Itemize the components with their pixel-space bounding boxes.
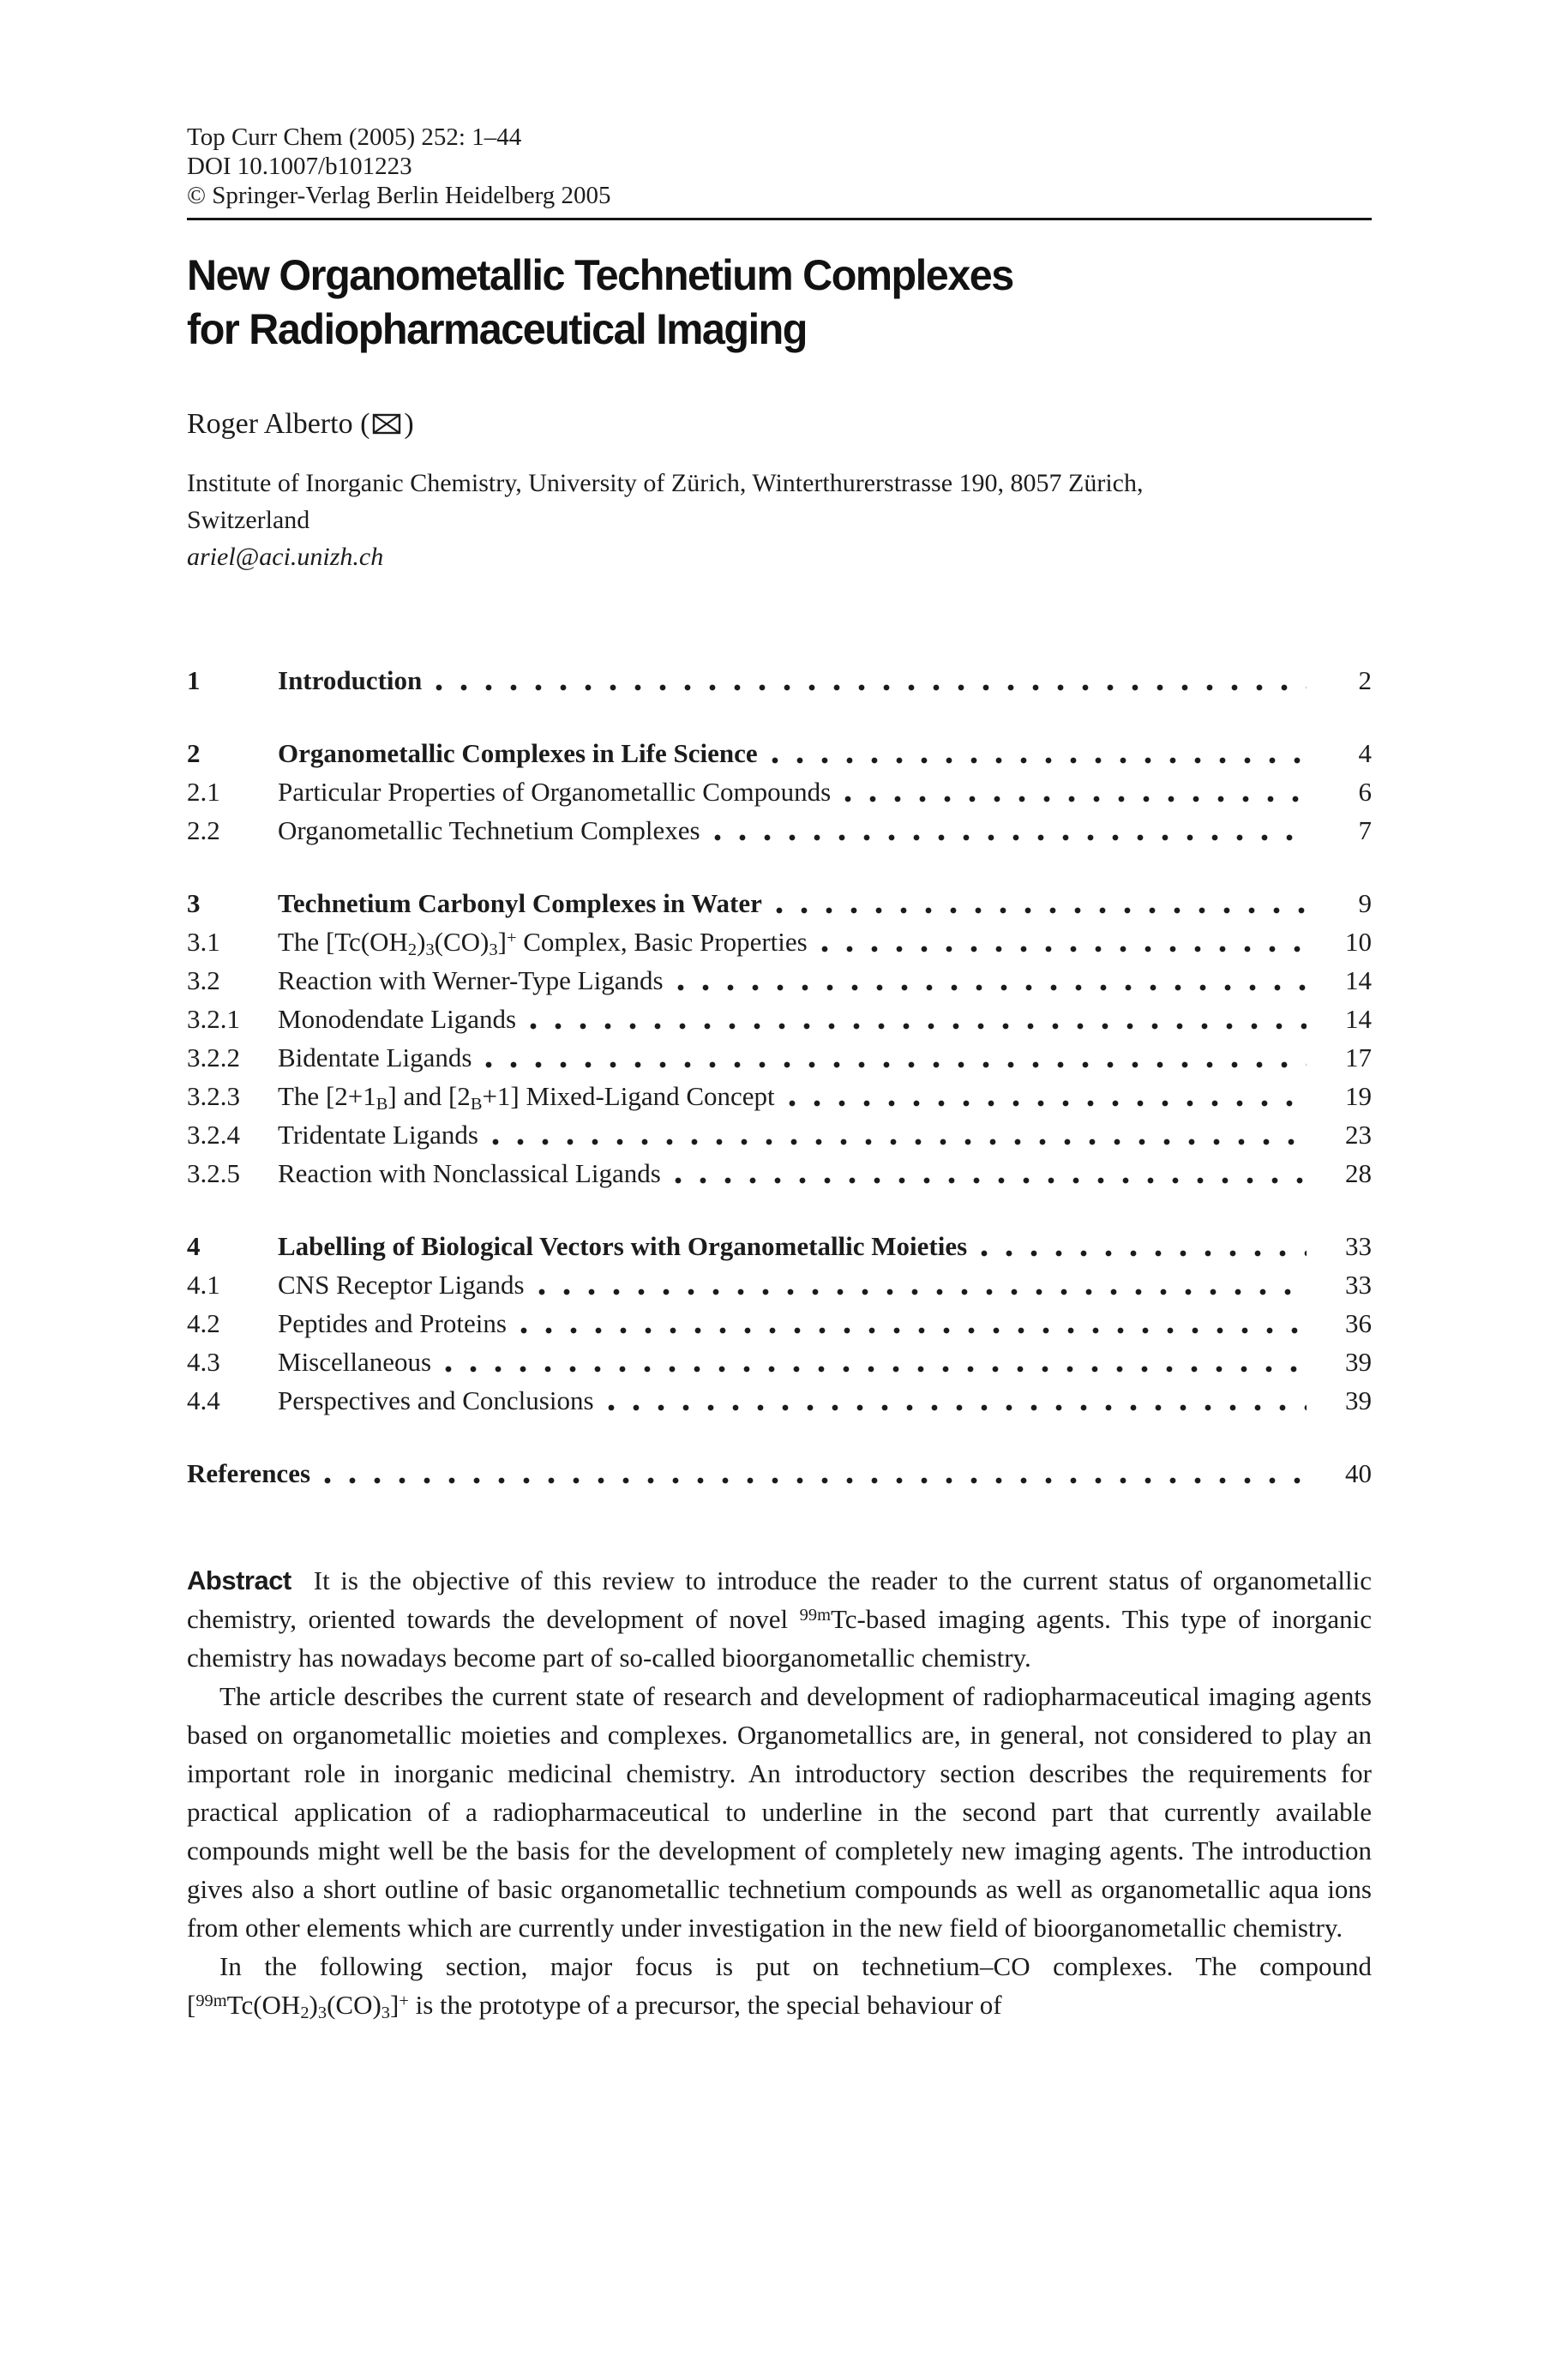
abstract-text: ) xyxy=(309,1990,318,2020)
abstract-label: Abstract xyxy=(187,1565,291,1595)
toc-row xyxy=(187,1227,1372,1265)
toc-dot-leader xyxy=(714,833,1307,842)
toc-section-title xyxy=(278,922,808,961)
toc-row xyxy=(187,1115,1372,1154)
toc-section-number: 4.3 xyxy=(187,1347,220,1377)
toc-section-number: 3 xyxy=(187,888,201,918)
toc-section-number: 3.1 xyxy=(187,927,220,957)
abstract-paragraph-1 xyxy=(187,1561,1372,1677)
toc-page-number: 6 xyxy=(1358,777,1372,807)
toc-row xyxy=(187,1343,1372,1381)
toc-row xyxy=(187,1000,1372,1038)
toc-page-number: 23 xyxy=(1345,1120,1372,1150)
toc-dot-leader xyxy=(772,756,1307,765)
toc-title-text: ) xyxy=(417,927,426,957)
toc-dot-leader xyxy=(776,906,1307,915)
toc-section-number: 3.2.1 xyxy=(187,1004,240,1034)
abstract-text: Tc(OH xyxy=(226,1990,301,2020)
author-paren-open: ( xyxy=(360,408,370,440)
abstract-text: In the following section, major focus is put on technetium–CO complexes. The compound [ xyxy=(187,1951,1372,2020)
toc-section-title: Introduction xyxy=(278,665,423,695)
subscript: 2 xyxy=(407,940,418,959)
toc-section-number: 2.2 xyxy=(187,815,220,845)
toc-section-number: 3.2.3 xyxy=(187,1081,240,1111)
abstract-text: It is the objective of this review to introduce the reader to the current status of organometallic chemistry, oriented towards the development of novel xyxy=(187,1565,1372,1634)
toc-row xyxy=(187,811,1372,850)
journal-citation: Top Curr Chem (2005) 252: 1–44 xyxy=(187,123,522,151)
toc-section-title: Technetium Carbonyl Complexes in Water xyxy=(278,888,762,918)
toc-dot-leader xyxy=(608,1403,1307,1412)
toc-page-number: 17 xyxy=(1345,1042,1372,1072)
toc-row xyxy=(187,1381,1372,1420)
toc-title-text: The [Tc(OH xyxy=(278,927,408,957)
abstract-text: is the prototype of a precursor, the special behaviour of xyxy=(408,1990,1002,2020)
subscript: 3 xyxy=(489,940,498,959)
subscript: 3 xyxy=(317,2003,327,2022)
affiliation-block xyxy=(187,465,1372,575)
toc-row xyxy=(187,1038,1372,1077)
toc-title-text: +1] Mixed-Ligand Concept xyxy=(482,1081,775,1111)
toc-row xyxy=(187,661,1372,700)
toc-page-number: 2 xyxy=(1358,665,1372,695)
affiliation-address-line2: Switzerland xyxy=(187,506,310,534)
toc-section-number: 4.1 xyxy=(187,1270,220,1300)
toc-section-number: 4 xyxy=(187,1231,201,1261)
abstract-text: (CO) xyxy=(327,1990,381,2020)
header-divider xyxy=(187,218,1372,220)
toc-row xyxy=(187,1265,1372,1304)
toc-page-number: 19 xyxy=(1345,1081,1372,1111)
toc-dot-leader xyxy=(821,945,1307,953)
table-of-contents xyxy=(187,661,1372,1493)
toc-page-number: 33 xyxy=(1345,1270,1372,1300)
toc-dot-leader xyxy=(675,1176,1307,1185)
toc-dot-leader xyxy=(844,795,1307,803)
toc-section-number: 3.2 xyxy=(187,965,220,995)
article-title-line1: New Organometallic Technetium Complexes xyxy=(187,251,1013,299)
toc-dot-leader xyxy=(530,1022,1307,1030)
toc-page-number: 28 xyxy=(1345,1158,1372,1188)
author-name: Roger Alberto xyxy=(187,408,353,440)
toc-section-title: Particular Properties of Organometallic Compounds xyxy=(278,777,832,807)
doi-line: DOI 10.1007/b101223 xyxy=(187,153,412,180)
toc-title-text: ] xyxy=(497,927,507,957)
author-paren-close: ) xyxy=(404,408,414,440)
toc-dot-leader xyxy=(520,1326,1307,1335)
toc-section-number: 2 xyxy=(187,738,201,768)
journal-header xyxy=(187,123,1372,210)
toc-page-number: 14 xyxy=(1345,965,1372,995)
toc-dot-leader xyxy=(981,1249,1307,1258)
toc-page-number: 39 xyxy=(1345,1347,1372,1377)
toc-page-number: 7 xyxy=(1358,815,1372,845)
toc-title-text: Complex, Basic Properties xyxy=(516,927,808,957)
toc-page-number: 10 xyxy=(1345,927,1372,957)
toc-page-number: 39 xyxy=(1345,1385,1372,1415)
toc-section-title: Bidentate Ligands xyxy=(278,1042,472,1072)
abstract-paragraph-2: The article describes the current state of research and development of radiopharmaceutical imaging agents based on organometallic moieties and complexes. Organometallics are, in general, not considered to play an important role in inorganic medicinal chemistry. An introductory section describes the requirements for practical application of a radiopharmaceutical to underline in the second part that currently available compounds might well be the basis for the development of completely new imaging agents. The introduction gives also a short outline of basic organometallic technetium compounds as well as organometallic aqua ions from other elements which are currently under investigation in the new field of bioorganometallic chemistry. xyxy=(187,1681,1372,1943)
subscript: 2 xyxy=(300,2003,309,2022)
abstract-paragraph-3 xyxy=(187,1947,1372,2024)
envelope-icon xyxy=(372,413,401,435)
toc-section-title: Miscellaneous xyxy=(278,1347,432,1377)
toc-dot-leader xyxy=(485,1060,1307,1069)
affiliation-address-line1: Institute of Inorganic Chemistry, University of Zürich, Winterthurerstrasse 190, 8057 Zürich, xyxy=(187,469,1144,497)
superscript: + xyxy=(399,1991,409,2010)
toc-page-number: 33 xyxy=(1345,1231,1372,1261)
toc-section-number: 4.4 xyxy=(187,1385,220,1415)
superscript: 99m xyxy=(195,1991,227,2010)
toc-page-number: 9 xyxy=(1358,888,1372,918)
toc-page-number: 14 xyxy=(1345,1004,1372,1034)
toc-section-title: Tridentate Ligands xyxy=(278,1120,478,1150)
subscript: B xyxy=(375,1094,388,1114)
subscript: B xyxy=(470,1094,483,1114)
toc-section-title: Organometallic Technetium Complexes xyxy=(278,815,700,845)
toc-section-number: 3.2.2 xyxy=(187,1042,240,1072)
toc-row xyxy=(187,772,1372,811)
toc-section-number: 2.1 xyxy=(187,777,220,807)
article-title-line2: for Radiopharmaceutical Imaging xyxy=(187,305,807,353)
toc-dot-leader xyxy=(492,1138,1307,1146)
toc-row-references xyxy=(187,1454,1372,1493)
toc-page-number: 36 xyxy=(1345,1308,1372,1338)
toc-section-number: 3.2.5 xyxy=(187,1158,240,1188)
toc-dot-leader xyxy=(677,983,1307,992)
toc-dot-leader xyxy=(445,1365,1307,1373)
abstract-text: ] xyxy=(390,1990,400,2020)
toc-dot-leader xyxy=(789,1099,1307,1108)
subscript: 3 xyxy=(381,2003,391,2022)
toc-title-text: ] and [2 xyxy=(387,1081,471,1111)
toc-section-title: CNS Receptor Ligands xyxy=(278,1270,525,1300)
toc-row xyxy=(187,1077,1372,1115)
abstract-text: Tc-based imaging agents. This type of inorganic chemistry has nowadays become part of so-called bioorganometallic chemistry. xyxy=(187,1604,1372,1673)
toc-page-number: 40 xyxy=(1345,1458,1372,1488)
toc-section-title: Reaction with Nonclassical Ligands xyxy=(278,1158,661,1188)
toc-row xyxy=(187,734,1372,772)
toc-section-title: Organometallic Complexes in Life Science xyxy=(278,738,758,768)
toc-page-number: 4 xyxy=(1358,738,1372,768)
toc-section-number: 4.2 xyxy=(187,1308,220,1338)
toc-section-title: Labelling of Biological Vectors with Organometallic Moieties xyxy=(278,1231,968,1261)
article-title xyxy=(187,249,1372,357)
toc-section-number: 3.2.4 xyxy=(187,1120,240,1150)
toc-title-text: (CO) xyxy=(434,927,490,957)
toc-row xyxy=(187,1304,1372,1343)
toc-row xyxy=(187,922,1372,961)
toc-row xyxy=(187,961,1372,1000)
abstract-section xyxy=(187,1561,1372,2024)
subscript: 3 xyxy=(425,940,435,959)
author-email: ariel@aci.unizh.ch xyxy=(187,543,384,571)
toc-dot-leader xyxy=(538,1288,1307,1296)
toc-section-title: Perspectives and Conclusions xyxy=(278,1385,594,1415)
toc-dot-leader xyxy=(324,1476,1307,1485)
copyright-line: © Springer-Verlag Berlin Heidelberg 2005 xyxy=(187,182,611,209)
toc-dot-leader xyxy=(436,683,1307,692)
toc-references-title: References xyxy=(187,1458,311,1488)
toc-section-title xyxy=(278,1077,775,1115)
toc-section-title: Peptides and Proteins xyxy=(278,1308,507,1338)
toc-row xyxy=(187,884,1372,922)
toc-section-title: Monodendate Ligands xyxy=(278,1004,517,1034)
author-line xyxy=(187,406,1372,442)
toc-section-number: 1 xyxy=(187,665,201,695)
toc-section-title: Reaction with Werner-Type Ligands xyxy=(278,965,664,995)
toc-title-text: The [2+1 xyxy=(278,1081,376,1111)
toc-row xyxy=(187,1154,1372,1193)
superscript: 99m xyxy=(799,1605,831,1625)
superscript: + xyxy=(506,928,517,947)
